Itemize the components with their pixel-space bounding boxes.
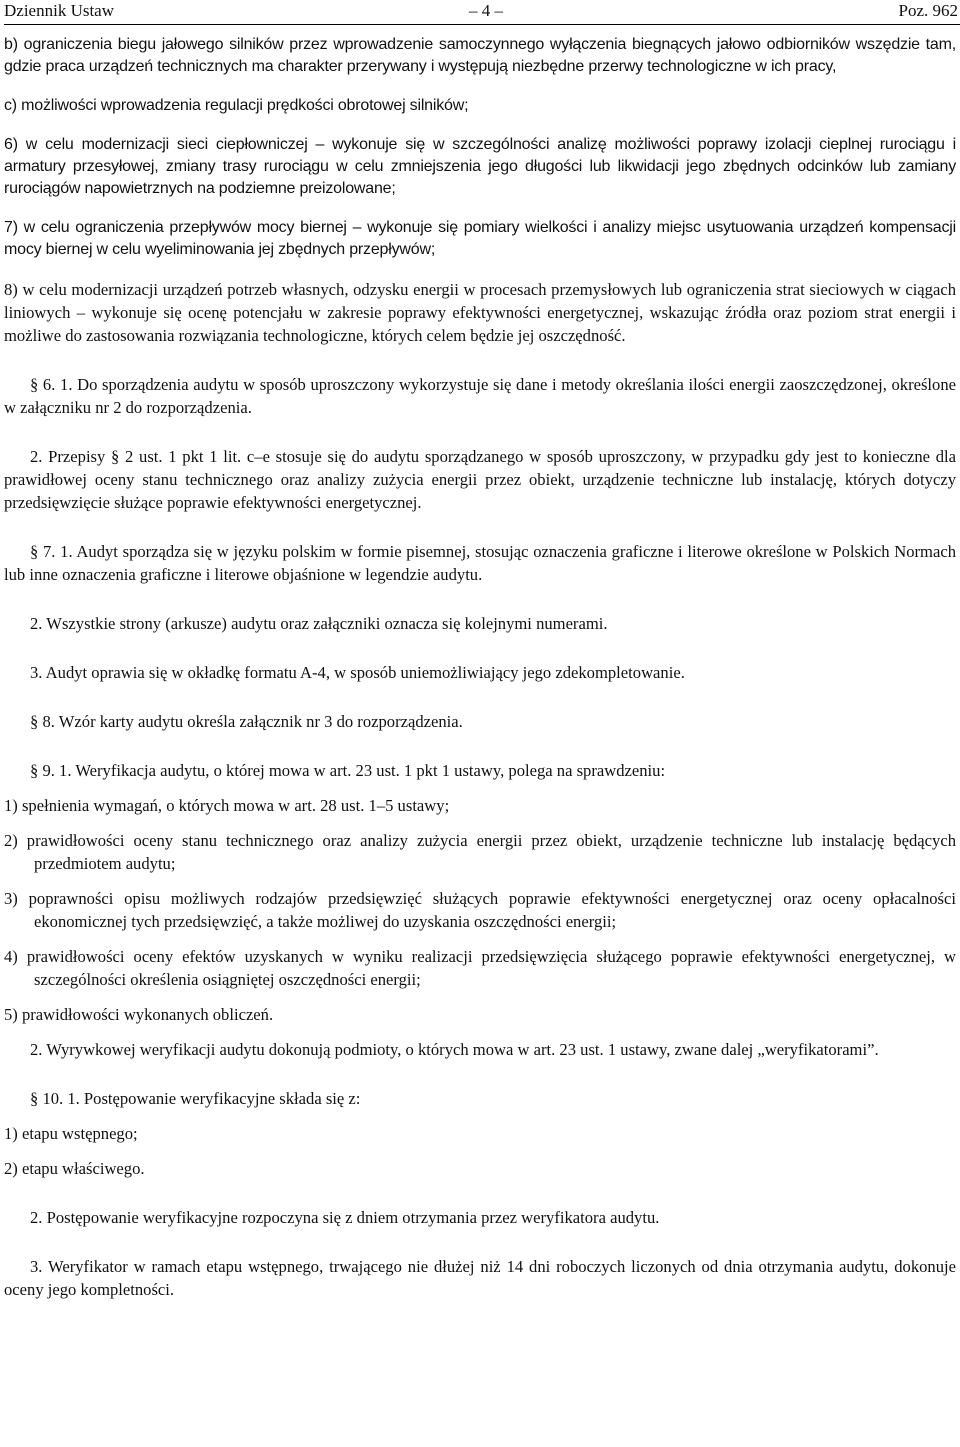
list-item-9-5: 5) prawidłowości wykonanych obliczeń. [4,1005,274,1024]
section-6-2: 2. Przepisy § 2 ust. 1 pkt 1 lit. c–e stosuje się do audytu sporządzanego w sposób uproszczony, w przypadku gdy jest to konieczne dla prawidłowej oceny stanu technicznego oraz analizy zużycia energii przez obiekt, urządzenie techniczne lub instalację, których dotyczy przedsięwzięcie służące poprawie efektywności energetycznej. [4,447,956,512]
page-number: – 4 – [469,1,503,20]
document-body [4,34,956,1301]
list-item-c: c) możliwości wprowadzenia regulacji prędkości obrotowej silników; [4,97,469,114]
section-7-2: 2. Wszystkie strony (arkusze) audytu oraz załączniki oznacza się kolejnymi numerami. [30,614,608,633]
section-10-2: 2. Postępowanie weryfikacyjne rozpoczyna się z dniem otrzymania przez weryfikatora audytu. [30,1208,660,1227]
list-item-6: 6) w celu modernizacji sieci ciepłowniczej – wykonuje się w szczególności analizę możliwości poprawy izolacji cieplnej rurociągu i armatury przesyłowej, zmiany trasy rurociągu w celu zmniejszenia jego długości lub likwidacji jego zbędnych odcinków lub zamiany rurociągów napowietrznych na podziemne preizolowane; [4,136,956,197]
list-item-10-2: 2) etapu właściwego. [4,1159,145,1178]
list-item-8: 8) w celu modernizacji urządzeń potrzeb własnych, odzysku energii w procesach przemysłowych lub ograniczenia strat sieciowych w ciągach liniowych – wykonuje się ocenę potencjału w zakresie poprawy efektywności energetycznej, wskazując źródła oraz poziom strat energii i możliwe do zastosowania rozwiązania technologiczne, których celem będzie jej oszczędność. [4,280,956,345]
header-rule [4,24,960,25]
page-header [4,0,960,24]
list-item-9-3: 3) poprawności opisu możliwych rodzajów przedsięwzięć służących poprawie efektywności energetycznej oraz oceny opłacalności ekonomicznej tych przedsięwzięć, a także możliwej do uzyskania oszczędności energii; [4,889,956,931]
section-10-1: § 10. 1. Postępowanie weryfikacyjne składa się z: [30,1089,361,1108]
section-7-1: § 7. 1. Audyt sporządza się w języku polskim w formie pisemnej, stosując oznaczenia graficzne i literowe określone w Polskich Normach lub inne oznaczenia graficzne i literowe objaśnione w legendzie audytu. [4,542,956,584]
list-item-b: b) ograniczenia biegu jałowego silników przez wprowadzenie samoczynnego wyłączenia biegnących jałowo odbiorników wszędzie tam, gdzie praca urządzeń technicznych ma charakter przerywany i występują niezbędne przerwy technologiczne w ich pracy, [4,36,956,75]
section-7-3: 3. Audyt oprawia się w okładkę formatu A-4, w sposób uniemożliwiający jego zdekompletowanie. [30,663,685,682]
section-6-1: § 6. 1. Do sporządzenia audytu w sposób uproszczony wykorzystuje się dane i metody określania ilości energii zaoszczędzonej, określone w załączniku nr 2 do rozporządzenia. [4,375,956,417]
list-item-9-4: 4) prawidłowości oceny efektów uzyskanych w wyniku realizacji przedsięwzięcia służącego poprawie efektywności energetycznej, w szczególności określenia osiągniętej oszczędności energii; [4,947,956,989]
section-9-1: § 9. 1. Weryfikacja audytu, o której mowa w art. 23 ust. 1 pkt 1 ustawy, polega na sprawdzeniu: [30,761,666,780]
list-item-7: 7) w celu ograniczenia przepływów mocy biernej – wykonuje się pomiary wielkości i analizy miejsc usytuowania urządzeń kompensacji mocy biernej w celu wyeliminowania jej zbędnych przepływów; [4,219,956,258]
list-item-10-1: 1) etapu wstępnego; [4,1124,138,1143]
item-number: Poz. 962 [898,1,958,20]
journal-title: Dziennik Ustaw [4,1,115,20]
section-9-2: 2. Wyrywkowej weryfikacji audytu dokonują podmioty, o których mowa w art. 23 ust. 1 ustawy, zwane dalej „weryfikatorami”. [30,1040,879,1059]
section-8: § 8. Wzór karty audytu określa załącznik nr 3 do rozporządzenia. [30,712,463,731]
list-item-9-1: 1) spełnienia wymagań, o których mowa w art. 28 ust. 1–5 ustawy; [4,796,450,815]
list-item-9-2: 2) prawidłowości oceny stanu technicznego oraz analizy zużycia energii przez obiekt, urządzenie techniczne lub instalację będących przedmiotem audytu; [4,831,956,873]
section-10-3: 3. Weryfikator w ramach etapu wstępnego, trwającego nie dłużej niż 14 dni roboczych liczonych od dnia otrzymania audytu, dokonuje oceny jego kompletności. [4,1257,956,1299]
